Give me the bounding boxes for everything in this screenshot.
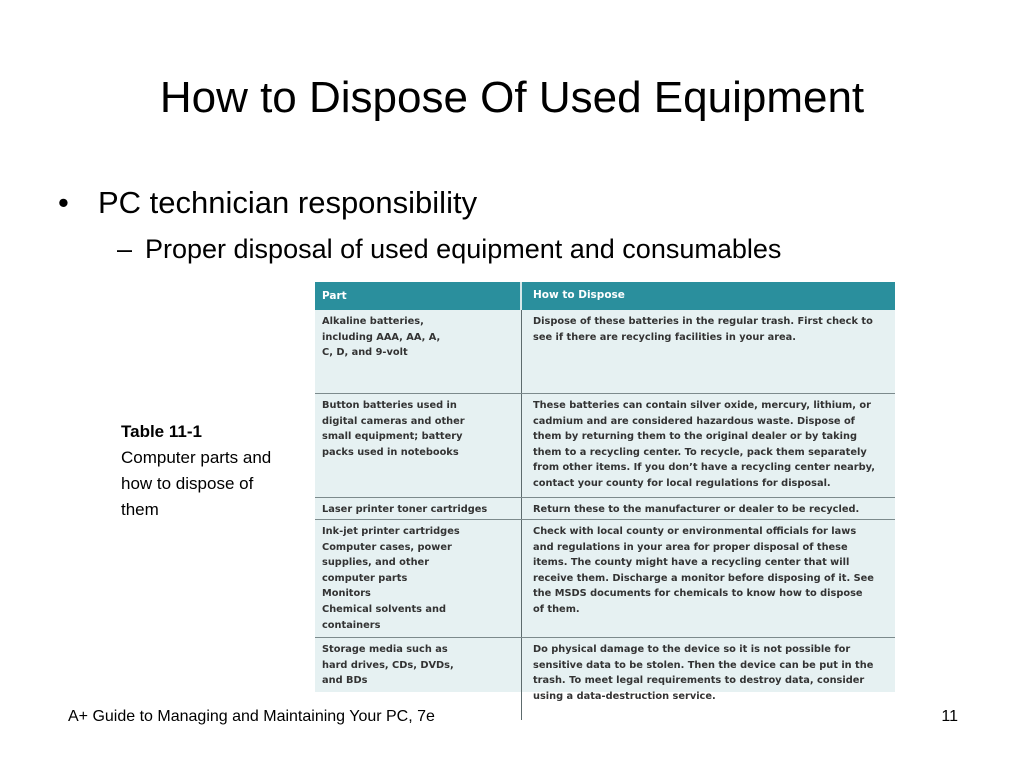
part-cell: Alkaline batteries, including AAA, AA, A, C, D, and 9-volt xyxy=(315,310,522,393)
table-row xyxy=(315,520,895,638)
bullet-mark: • xyxy=(58,185,69,220)
table-row xyxy=(315,394,895,498)
bullet-level-1 xyxy=(58,183,477,223)
dash-mark: – xyxy=(117,234,133,264)
dispose-cell: Check with local county or environmental officials for laws and regulations in your area for proper disposal of these items. The county might have a recycling center that will receive them. Discharge a monitor before disposing of it. See the MSDS documents for chemicals to know how to dispose of them. xyxy=(533,526,874,615)
part-cell: Laser printer toner cartridges xyxy=(315,498,522,519)
slide-number: 11 xyxy=(941,708,958,725)
dispose-cell: Return these to the manufacturer or dealer to be recycled. xyxy=(533,504,860,515)
table-caption xyxy=(121,419,291,523)
caption-text: Computer parts and how to dispose of them xyxy=(121,448,272,519)
disposal-table xyxy=(315,282,895,702)
caption-title: Table 11-1 xyxy=(121,422,202,441)
footer-book-title: A+ Guide to Managing and Maintaining Your PC, 7e xyxy=(68,708,435,725)
bullet-level-1-text: PC technician responsibility xyxy=(98,185,478,220)
table-row xyxy=(315,498,895,520)
bullet-level-2 xyxy=(117,231,781,267)
column-header-part: Part xyxy=(315,282,522,310)
dispose-cell: Dispose of these batteries in the regular trash. First check to see if there are recycling facilities in your area. xyxy=(533,316,873,343)
dispose-cell: Do physical damage to the device so it is not possible for sensitive data to be stolen. Then the device can be put in the trash. To meet legal requirements to destroy data, consider using a data-destruction service. xyxy=(533,644,874,702)
slide-title: How to Dispose Of Used Equipment xyxy=(159,73,865,122)
column-header-how-to-dispose: How to Dispose xyxy=(533,289,625,302)
table-row xyxy=(315,310,895,394)
bullet-level-2-text: Proper disposal of used equipment and consumables xyxy=(145,234,782,264)
part-cell: Storage media such as hard drives, CDs, DVDs, and BDs xyxy=(315,638,522,720)
part-cell: Button batteries used in digital cameras and other small equipment; battery packs used in notebooks xyxy=(315,394,522,497)
part-cell: Ink-jet printer cartridges Computer cases, power supplies, and other computer parts Monitors Chemical solvents and containers xyxy=(315,520,522,637)
table-header xyxy=(315,282,895,310)
dispose-cell: These batteries can contain silver oxide, mercury, lithium, or cadmium and are considered hazardous waste. Dispose of them by returning them to the original dealer or by taking them to a recycling center. To recycle, pack them separately from other items. If you don’t have a recycling center nearby, contact your county for local regulations for disposal. xyxy=(533,400,875,489)
